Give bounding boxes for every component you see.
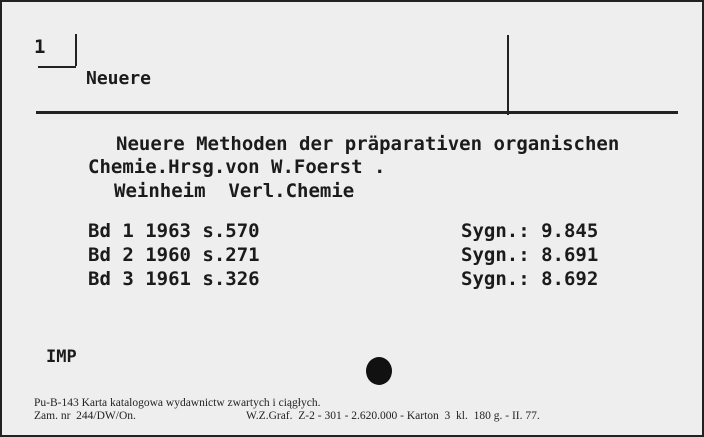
footer-line-1: Pu-B-143 Karta katalogowa wydawnictw zwartych i ciągłych. bbox=[34, 397, 321, 409]
signature-value: Sygn.: 8.691 bbox=[461, 244, 599, 266]
signature-value: Sygn.: 9.845 bbox=[461, 220, 599, 242]
stamp-imp: IMP bbox=[46, 347, 77, 367]
footer-line-2-right: W.Z.Graf. Z-2 - 301 - 2.620.000 - Karton 3 kl. 180 g. - II. 77. bbox=[246, 410, 540, 422]
publisher-line: Weinheim Verl.Chemie bbox=[114, 180, 355, 202]
header-vertical-divider bbox=[507, 35, 509, 115]
title-line-2: Chemie.Hrsg.von W.Foerst . bbox=[88, 156, 386, 178]
header-horizontal-rule bbox=[36, 111, 678, 114]
index-box-right-edge bbox=[75, 34, 77, 66]
volume-row: Bd 2 1960 s.271 bbox=[88, 244, 260, 266]
index-number: 1 bbox=[34, 36, 46, 58]
volume-row: Bd 1 1963 s.570 bbox=[88, 220, 260, 242]
volume-row: Bd 3 1961 s.326 bbox=[88, 268, 260, 290]
title-line-1: Neuere Methoden der präparativen organischen bbox=[116, 133, 620, 155]
footer-line-2-left: Zam. nr 244/DW/On. bbox=[34, 410, 136, 422]
index-box-bottom-edge bbox=[38, 66, 76, 68]
punch-hole bbox=[366, 357, 392, 385]
signature-value: Sygn.: 8.692 bbox=[461, 268, 599, 290]
heading: Neuere bbox=[86, 68, 152, 89]
